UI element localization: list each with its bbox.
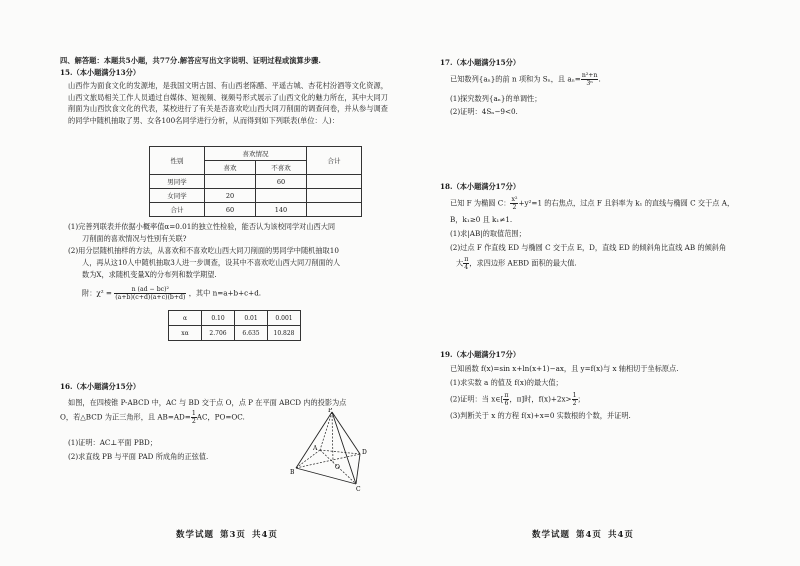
cell-like: 20 bbox=[205, 189, 256, 203]
table-header-dislike: 不喜欢 bbox=[256, 161, 307, 175]
cell-like: 60 bbox=[205, 203, 256, 217]
edge-pb bbox=[296, 412, 332, 468]
q17-heading: 17.（本小题满分15分） bbox=[440, 58, 521, 67]
table-row bbox=[150, 189, 362, 203]
frac-num: 1 bbox=[572, 392, 577, 399]
q19-part3: (3)判断关于 x 的方程 f(x)+x=0 实数根的个数，并证明. bbox=[450, 411, 631, 420]
table-row bbox=[150, 175, 362, 189]
footer-total: 共4页 bbox=[607, 530, 634, 540]
footer-page: 第3页 bbox=[220, 530, 246, 540]
q16-line1: 如图，在四棱锥 P-ABCD 中，AC 与 BD 交于点 O，点 P 在平面 ABCD 内的投影为点 bbox=[68, 398, 347, 407]
edge-cd bbox=[356, 454, 360, 484]
label-p: P bbox=[328, 408, 333, 414]
q18-part2-line1: (2)过点 F 作直线 ED 与椭圆 C 交于点 E，D，直线 ED 的倾斜角比直线 AB 的倾斜角 bbox=[450, 243, 727, 252]
q19-part2 bbox=[450, 392, 585, 407]
table-header-gender: 性别 bbox=[150, 147, 205, 175]
footer-page: 第4页 bbox=[576, 530, 602, 540]
q16-heading: 16.（本小题满分15分） bbox=[60, 382, 141, 391]
q15-heading: 15.（本小题满分13分） bbox=[60, 68, 141, 77]
q15-part2-line1: (2)用分层随机抽样的方法，从喜欢和不喜欢吃山西大同刀削面的男同学中随机抽取10 bbox=[68, 246, 339, 255]
contingency-table bbox=[149, 146, 362, 217]
q18-line1 bbox=[450, 196, 734, 211]
q17-part2: (2)证明：4Sₙ−9<0. bbox=[450, 107, 518, 116]
q19-line1: 已知函数 f(x)=sin x+ln(x+1)−ax，且 y=f(x)与 x 轴相切于坐标原点. bbox=[450, 364, 679, 373]
row-label: 女同学 bbox=[150, 189, 205, 203]
crit-cell: 0.10 bbox=[202, 311, 235, 326]
table-header-like: 喜欢 bbox=[205, 161, 256, 175]
cell-total bbox=[307, 189, 362, 203]
edge-bc bbox=[296, 468, 356, 484]
q15-part1-line2: 刀削面的喜欢情况与性别有关联? bbox=[82, 234, 187, 243]
label-c: C bbox=[356, 486, 361, 492]
q18-line2: B，k₁≥0 且 k₁≠1. bbox=[450, 215, 513, 224]
crit-cell: 0.01 bbox=[235, 311, 268, 326]
crit-cell: 2.706 bbox=[202, 326, 235, 341]
exam-page-4 bbox=[410, 0, 800, 566]
q16-part1: (1)证明：AC⊥平面 PBD； bbox=[68, 438, 157, 447]
q19-text: (2)证明：当 x∈[ bbox=[450, 394, 504, 404]
q17-text: 已知数列{aₙ}的前 n 项和为 Sₙ，且 aₙ= bbox=[450, 74, 581, 84]
frac-den: 2 bbox=[191, 418, 196, 425]
pyramid-figure bbox=[290, 408, 380, 492]
q15-part2-line2: 人，再从这10人中随机抽取3人进一步调查，设其中不喜欢吃山西大同刀削面的人 bbox=[82, 258, 341, 267]
q18-text: 大 bbox=[456, 258, 464, 268]
footer-title: 数学试题 bbox=[532, 530, 571, 540]
footer-total: 共4页 bbox=[251, 530, 278, 540]
formula-denominator: (a+b)(c+d)(a+c)(b+d) bbox=[115, 294, 186, 301]
label-o: O bbox=[335, 464, 340, 471]
q18-text-end: +y²=1 的右焦点，过点 F 且斜率为 k₁ 的直线与椭圆 C 交于点 A， bbox=[518, 198, 735, 208]
table-header-total: 合计 bbox=[307, 147, 362, 175]
cell-like bbox=[205, 175, 256, 189]
q16-part2: (2)求直线 PB 与平面 PAD 所成角的正弦值. bbox=[68, 452, 209, 461]
q16-line2-text-end: AC，PO=OC. bbox=[196, 412, 245, 422]
q19-text-end: ； bbox=[577, 394, 585, 404]
q19-text-mid: ，π]时，f(x)+2x> bbox=[509, 394, 572, 404]
section-heading: 四、解答题：本题共5小题，共77分.解答应写出文字说明、证明过程或演算步骤. bbox=[60, 56, 321, 65]
frac-den: 6 bbox=[504, 400, 509, 407]
q16-line2-text: O，若△BCD 为正三角形，且 AB=AD= bbox=[60, 412, 191, 422]
page-footer bbox=[532, 528, 640, 540]
formula-suffix: ，其中 n=a+b+c+d. bbox=[188, 288, 262, 298]
q17-fraction bbox=[581, 72, 599, 87]
cell-total bbox=[307, 175, 362, 189]
edge-pa bbox=[320, 412, 332, 450]
table-header-group: 喜欢情况 bbox=[205, 147, 307, 161]
q18-heading: 18.（本小题满分17分） bbox=[440, 182, 521, 191]
edge-pc bbox=[332, 412, 356, 484]
frac-num: n²+n bbox=[581, 72, 598, 79]
row-label: 合计 bbox=[150, 203, 205, 217]
table-row bbox=[169, 311, 301, 326]
cell-dislike: 60 bbox=[256, 175, 307, 189]
formula-prefix: 附：χ² = bbox=[82, 288, 112, 298]
q18-part2-line2 bbox=[456, 256, 577, 271]
q15-part1-line1: (1)完善列联表并依据小概率值α=0.01的独立性检验，能否认为该校同学对山西大同 bbox=[68, 222, 336, 231]
label-d: D bbox=[362, 449, 367, 456]
cell-dislike: 140 bbox=[256, 203, 307, 217]
frac-num: 1 bbox=[191, 410, 196, 417]
edge-pd bbox=[332, 412, 360, 454]
table-row bbox=[150, 203, 362, 217]
q16-line2 bbox=[60, 410, 245, 425]
chi-square-formula bbox=[82, 286, 261, 301]
q15-intro: 山西作为面食文化的发源地，是我国文明古国、有山西老陈醋、平遥古城、杏花村汾酒等文化资源，山西文旅局相关工作人员通过自媒体、短视频、视频号形式展示了山西文化的魅力所在，其中大同刀削面为山西饮食文化的代表，某校进行了有关是否喜欢吃山西大同刀削面的调查问卷，并从参与调查的同学中随机抽取了男、女各100名同学进行分析，从而得到如下列联表(单位：人)： bbox=[68, 81, 388, 125]
crit-cell: 10.828 bbox=[268, 326, 301, 341]
frac-den: 2 bbox=[572, 400, 577, 407]
crit-row-label: xα bbox=[169, 326, 202, 341]
crit-cell: 0.001 bbox=[268, 311, 301, 326]
q15-part2-line3: 数为X，求随机变量X的分布列和数学期望. bbox=[82, 270, 217, 279]
crit-cell: 6.635 bbox=[235, 326, 268, 341]
label-b: B bbox=[290, 469, 295, 476]
frac-den: 4 bbox=[464, 264, 469, 271]
row-label: 男同学 bbox=[150, 175, 205, 189]
label-a: A bbox=[313, 445, 318, 452]
q17-text-end: . bbox=[598, 74, 601, 84]
q18-part1: (1)求|AB|的取值范围； bbox=[450, 229, 526, 238]
q18-text: 已知 F 为椭圆 C： bbox=[450, 198, 511, 208]
q19-part1: (1)求实数 a 的值及 f(x)的最大值； bbox=[450, 378, 563, 387]
frac-num: π bbox=[504, 392, 509, 399]
footer-title: 数学试题 bbox=[176, 530, 215, 540]
page-footer bbox=[176, 528, 284, 540]
q17-part1: (1)探究数列{aₙ}的单调性； bbox=[450, 94, 542, 103]
table-row bbox=[169, 326, 301, 341]
cell-dislike bbox=[256, 189, 307, 203]
critical-value-table bbox=[168, 310, 301, 341]
q19-heading: 19.（本小题满分17分） bbox=[440, 350, 521, 359]
q18-text-end: ，求四边形 AEBD 面积的最大值. bbox=[469, 258, 577, 268]
formula-fraction bbox=[114, 286, 186, 301]
frac-num: π bbox=[464, 256, 469, 263]
height-po bbox=[332, 412, 333, 462]
frac-den: 2 bbox=[512, 204, 517, 211]
formula-numerator: n (ad − bc)² bbox=[114, 286, 186, 294]
crit-row-label: α bbox=[169, 311, 202, 326]
edge-ad bbox=[320, 450, 360, 454]
q17-line1 bbox=[450, 72, 601, 87]
frac-num: x² bbox=[511, 196, 518, 203]
cell-total bbox=[307, 203, 362, 217]
frac-den: 3ⁿ bbox=[586, 80, 593, 87]
